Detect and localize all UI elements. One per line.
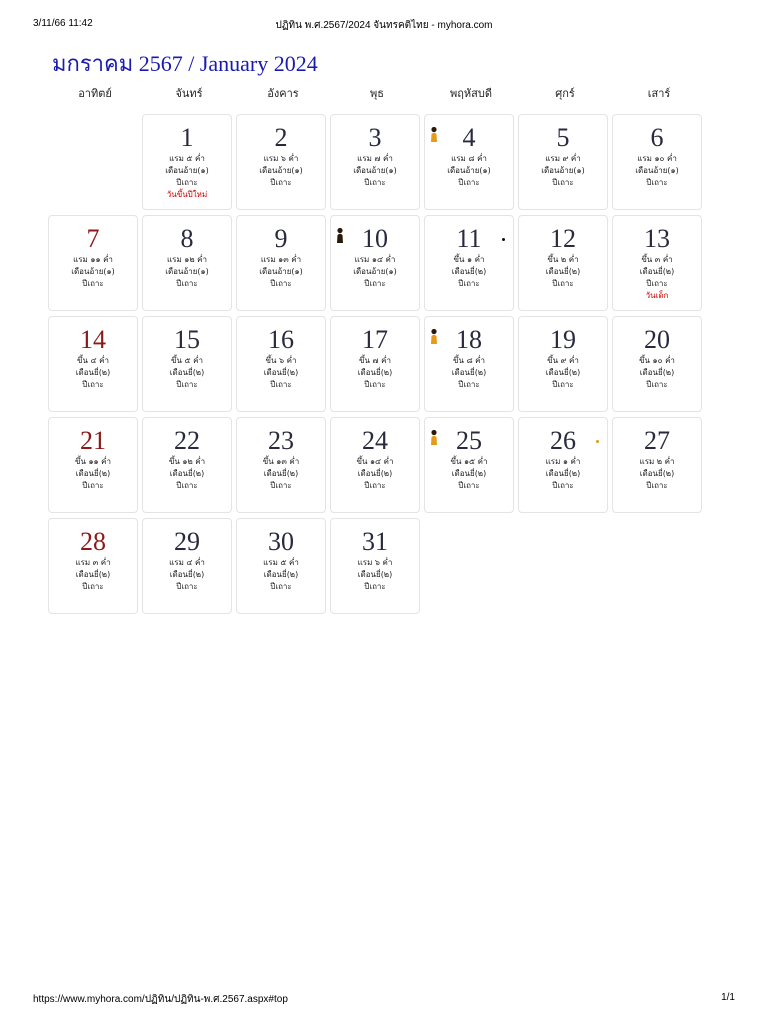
new-moon-dot [502,238,505,241]
day-cell[interactable] [236,417,326,513]
lunar-day: แรม ๙ ค่ำ [545,154,581,163]
day-cell[interactable] [518,114,608,210]
day-number: 19 [550,325,576,354]
lunar-day: แรม ๑ ค่ำ [545,457,581,466]
day-cell[interactable] [48,215,138,311]
lunar-month: เดือนยี่(๒) [545,368,581,377]
day-number: 22 [174,426,200,455]
zodiac-year: ปีเถาะ [176,582,198,591]
zodiac-year: ปีเถาะ [270,582,292,591]
lunar-month: เดือนยี่(๒) [263,469,299,478]
day-cell[interactable] [142,518,232,614]
weekday-label: เสาร์ [647,87,671,100]
full-moon-dot [596,440,599,443]
calendar-grid [48,114,706,614]
lunar-month: เดือนยี่(๒) [263,570,299,579]
day-cell[interactable] [612,114,702,210]
lunar-month: เดือนยี่(๒) [357,368,393,377]
day-number: 3 [368,123,382,152]
lunar-month: เดือนยี่(๒) [357,469,393,478]
lunar-day: ขึ้น ๑๒ ค่ำ [168,457,206,466]
day-number: 1 [180,123,194,152]
day-number: 16 [268,325,294,354]
zodiac-year: ปีเถาะ [176,481,198,490]
day-cell[interactable] [518,215,608,311]
lunar-day: ขึ้น ๑๐ ค่ำ [639,356,675,365]
day-cell[interactable] [236,316,326,412]
lunar-month: เดือนอ้าย(๑) [259,267,303,276]
zodiac-year: ปีเถาะ [458,178,480,187]
day-number: 26 [550,426,576,455]
day-number: 23 [268,426,294,455]
print-footer [33,992,735,1006]
day-number: 12 [550,224,576,253]
zodiac-year: ปีเถาะ [364,380,386,389]
lunar-month: เดือนอ้าย(๑) [165,267,209,276]
lunar-day: แรม ๑๔ ค่ำ [354,255,396,264]
day-cell[interactable] [612,215,702,311]
zodiac-year: ปีเถาะ [176,178,198,187]
lunar-day: แรม ๑๓ ค่ำ [260,255,302,264]
lunar-day: แรม ๖ ค่ำ [263,154,299,163]
lunar-day: ขึ้น ๑ ค่ำ [453,255,485,264]
lunar-day: แรม ๖ ค่ำ [357,558,393,567]
day-number: 24 [362,426,388,455]
day-cell[interactable] [612,417,702,513]
day-number: 9 [274,224,288,253]
day-number: 18 [456,325,482,354]
lunar-month: เดือนยี่(๒) [451,469,487,478]
lunar-month: เดือนยี่(๒) [545,267,581,276]
day-cell[interactable] [330,316,420,412]
lunar-day: ขึ้น ๘ ค่ำ [452,356,486,365]
day-number: 13 [644,224,670,253]
page-url: https://www.myhora.com/ปฏิทิน/ปฏิทิน-พ.ศ.2567.aspx#top [33,994,288,1005]
lunar-day: ขึ้น ๑๑ ค่ำ [74,457,112,466]
day-cell[interactable] [48,417,138,513]
lunar-month: เดือนยี่(๒) [169,368,205,377]
day-cell[interactable] [424,417,514,513]
lunar-month: เดือนอ้าย(๑) [541,166,585,175]
lunar-month: เดือนยี่(๒) [169,469,205,478]
lunar-month: เดือนอ้าย(๑) [635,166,679,175]
lunar-day: ขึ้น ๖ ค่ำ [265,356,297,365]
day-cell[interactable] [518,316,608,412]
weekday-label: จันทร์ [175,87,203,100]
day-number: 14 [80,325,106,354]
monk-icon [430,429,438,445]
day-number: 11 [456,224,482,253]
zodiac-year: ปีเถาะ [364,178,386,187]
day-number: 4 [462,123,476,152]
day-cell[interactable] [424,316,514,412]
lunar-day: ขึ้น ๑๕ ค่ำ [450,457,488,466]
lunar-month: เดือนอ้าย(๑) [165,166,209,175]
day-cell[interactable] [330,518,420,614]
zodiac-year: ปีเถาะ [270,481,292,490]
lunar-day: ขึ้น ๑๔ ค่ำ [356,457,394,466]
lunar-day: แรม ๓ ค่ำ [75,558,111,567]
day-number: 27 [644,426,670,455]
day-number: 5 [556,123,570,152]
zodiac-year: ปีเถาะ [458,380,480,389]
day-number: 20 [644,325,670,354]
monk-icon [430,328,438,344]
day-cell[interactable] [142,215,232,311]
lunar-month: เดือนอ้าย(๑) [71,267,115,276]
lunar-day: ขึ้น ๗ ค่ำ [359,356,391,365]
lunar-month: เดือนยี่(๒) [451,267,487,276]
lunar-month: เดือนอ้าย(๑) [353,267,397,276]
day-number: 6 [650,123,664,152]
lunar-month: เดือนยี่(๒) [639,368,675,377]
lunar-month: เดือนยี่(๒) [451,368,487,377]
weekday-header-row [48,84,706,100]
weekday-label: ศุกร์ [555,87,575,100]
lunar-month: เดือนยี่(๒) [169,570,205,579]
lunar-day: แรม ๑๒ ค่ำ [166,255,207,264]
zodiac-year: ปีเถาะ [270,279,292,288]
lunar-day: แรม ๘ ค่ำ [451,154,487,163]
day-number: 21 [80,426,106,455]
lunar-day: ขึ้น ๑๓ ค่ำ [262,457,300,466]
lunar-month: เดือนยี่(๒) [75,368,111,377]
day-cell[interactable] [236,114,326,210]
zodiac-year: ปีเถาะ [176,380,198,389]
monk-dark-icon [336,227,344,243]
weekday-label: อาทิตย์ [78,87,112,100]
zodiac-year: ปีเถาะ [458,279,480,288]
lunar-day: แรม ๕ ค่ำ [263,558,299,567]
lunar-month: เดือนยี่(๒) [639,267,675,276]
day-cell[interactable] [142,417,232,513]
lunar-day: แรม ๗ ค่ำ [357,154,393,163]
empty-day-cell [48,114,138,210]
day-cell[interactable] [518,417,608,513]
day-number: 29 [174,527,200,556]
zodiac-year: ปีเถาะ [270,380,292,389]
lunar-month: เดือนยี่(๒) [75,469,111,478]
day-number: 7 [86,224,100,253]
day-cell[interactable] [330,114,420,210]
lunar-day: ขึ้น ๔ ค่ำ [77,356,109,365]
zodiac-year: ปีเถาะ [82,380,104,389]
zodiac-year: ปีเถาะ [82,481,104,490]
day-cell[interactable] [330,417,420,513]
zodiac-year: ปีเถาะ [458,481,480,490]
zodiac-year: ปีเถาะ [646,279,668,288]
day-cell[interactable] [48,518,138,614]
lunar-month: เดือนอ้าย(๑) [259,166,303,175]
day-number: 28 [80,527,106,556]
holiday-label: วันขึ้นปีใหม่ [166,190,208,199]
lunar-day: แรม ๕ ค่ำ [169,154,205,163]
page-number: 1/1 [721,992,735,1003]
day-cell[interactable] [424,215,514,311]
zodiac-year: ปีเถาะ [646,481,668,490]
day-cell[interactable] [612,316,702,412]
lunar-month: เดือนยี่(๒) [263,368,299,377]
lunar-month: เดือนยี่(๒) [545,469,581,478]
zodiac-year: ปีเถาะ [646,380,668,389]
monk-icon [430,126,438,142]
day-cell[interactable] [142,316,232,412]
day-cell[interactable] [236,215,326,311]
zodiac-year: ปีเถาะ [82,279,104,288]
lunar-day: แรม ๑๑ ค่ำ [73,255,113,264]
lunar-day: ขึ้น ๓ ค่ำ [641,255,673,264]
day-number: 15 [174,325,200,354]
lunar-day: ขึ้น ๒ ค่ำ [547,255,579,264]
weekday-label: พุธ [370,87,384,100]
day-cell[interactable] [48,316,138,412]
holiday-label: วันเด็ก [645,291,669,300]
day-number: 2 [274,123,288,152]
lunar-month: เดือนยี่(๒) [357,570,393,579]
zodiac-year: ปีเถาะ [176,279,198,288]
weekday-label: อังคาร [267,87,299,100]
lunar-day: แรม ๑๐ ค่ำ [637,154,677,163]
day-number: 25 [456,426,482,455]
lunar-day: แรม ๒ ค่ำ [639,457,675,466]
lunar-month: เดือนอ้าย(๑) [353,166,397,175]
zodiac-year: ปีเถาะ [552,178,574,187]
day-cell[interactable] [236,518,326,614]
zodiac-year: ปีเถาะ [552,380,574,389]
lunar-day: ขึ้น ๕ ค่ำ [171,356,203,365]
day-cell[interactable] [424,114,514,210]
lunar-month: เดือนยี่(๒) [75,570,111,579]
weekday-label: พฤหัสบดี [449,87,492,100]
zodiac-year: ปีเถาะ [552,279,574,288]
zodiac-year: ปีเถาะ [364,582,386,591]
lunar-month: เดือนอ้าย(๑) [447,166,491,175]
day-number: 31 [362,527,388,556]
day-number: 10 [362,224,388,253]
lunar-month: เดือนยี่(๒) [639,469,675,478]
day-cell[interactable] [142,114,232,210]
zodiac-year: ปีเถาะ [646,178,668,187]
zodiac-year: ปีเถาะ [364,279,386,288]
print-timestamp: 3/11/66 11:42 [33,18,93,29]
print-header [33,18,735,32]
day-cell[interactable] [330,215,420,311]
lunar-day: ขึ้น ๙ ค่ำ [547,356,579,365]
month-title: มกราคม 2567 / January 2024 [52,51,318,76]
day-number: 8 [180,224,194,253]
lunar-day: แรม ๔ ค่ำ [169,558,205,567]
zodiac-year: ปีเถาะ [552,481,574,490]
print-page-title: ปฏิทิน พ.ศ.2567/2024 จันทรคติไทย - myhora.com [275,20,493,31]
day-number: 30 [268,527,294,556]
zodiac-year: ปีเถาะ [270,178,292,187]
zodiac-year: ปีเถาะ [364,481,386,490]
zodiac-year: ปีเถาะ [82,582,104,591]
day-number: 17 [362,325,388,354]
